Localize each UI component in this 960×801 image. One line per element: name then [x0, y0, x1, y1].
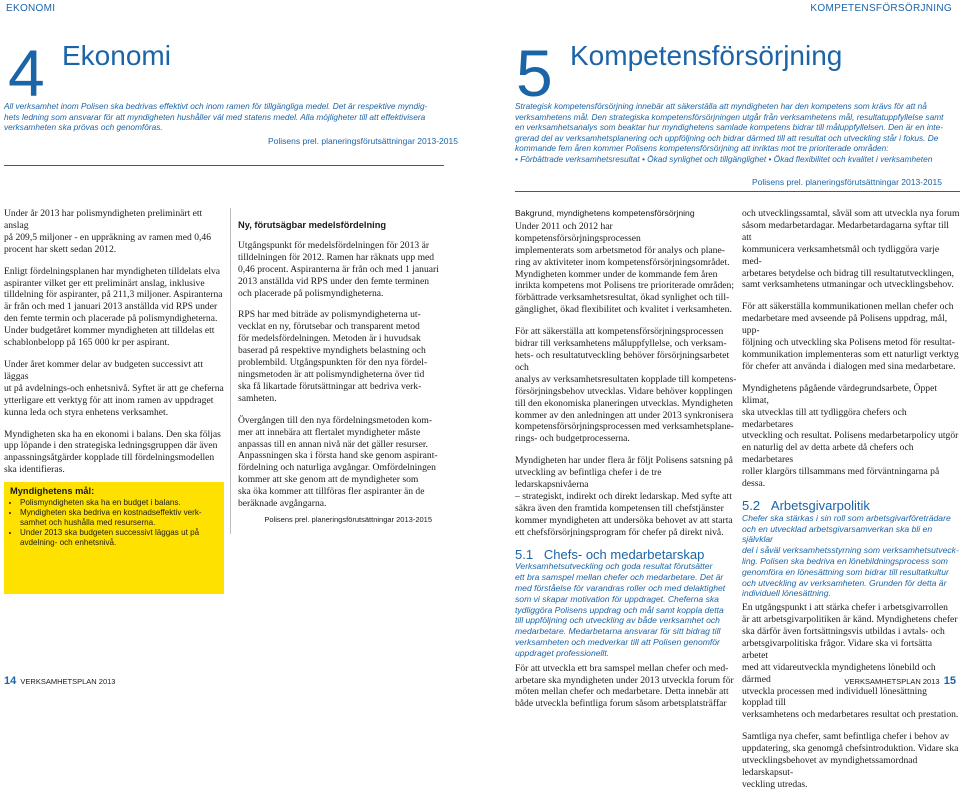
text-line: ska få likartade förutsättningar att bedriva verk- [238, 380, 422, 392]
text-line: 5.2 [742, 497, 761, 513]
text-line: analys av verksamhetsresultaten kopplade till kompetens- [515, 373, 737, 385]
text-line: är från och med 1 januari 2013 anställda vid RPS under [4, 301, 218, 313]
text-line: uppdraget professionellt. [515, 647, 610, 658]
text-line: kommer myndigheten att undersöka behovet av att starta [515, 514, 733, 526]
text-line: med förståelse för varandras roller och med delaktighet [515, 583, 726, 594]
text-line: utvecklingsbehovet av myndighetssamordnad ledarskapsut- [742, 755, 918, 778]
paragraph [4, 266, 224, 349]
section-5-2-heading [742, 497, 960, 513]
text-line: kommer att ske genom att de myndigheter som [238, 474, 419, 486]
text-line: Övergången till den nya fördelningsmetoden kom- [238, 414, 433, 426]
paragraph [515, 663, 737, 711]
paragraph [515, 455, 737, 538]
text-line: rings- och budgetprocesserna. [515, 433, 630, 445]
text-line: del i såväl verksamhetsstyrning som verksamhetsutveck- [742, 545, 959, 556]
text-line: möten mellan chefer och medarbetare. Detta innebär att [515, 686, 729, 698]
text-line: En utgångspunkt i att stärka chefer i arbetsgivarrollen [742, 602, 948, 614]
text-line: För att säkerställa kommunikationen mellan chefer och [742, 301, 954, 313]
text-line: för chefer att använda i dialogen med sina medarbetare. [742, 360, 956, 372]
footer-text-left: VERKSAMHETSPLAN 2013 [20, 677, 116, 686]
text-line: implementerats som arbetsmetod för analys och plane- [515, 244, 725, 256]
text-line: anpassningsåtgärder kopplade till fördelningsmodellen [4, 452, 215, 464]
divider-left [4, 165, 444, 166]
goal-item: • Myndigheten ska bedriva en kostnadseffektiv verk- samhet och hushålla med resurserna. [20, 508, 218, 528]
page-number-right: 15 [943, 675, 956, 687]
paragraph [4, 359, 224, 419]
goals-box [4, 482, 224, 594]
text-line: procent har skett sedan 2012. [4, 243, 117, 255]
column-3 [515, 208, 737, 720]
text-line: ytterligare ett verktyg för att inom ramen av uppdraget [4, 394, 214, 406]
text-line: individuell lönesättning. [742, 588, 831, 599]
text-line: ska därför även fortsättningsvis utbildas i avtals- och [742, 626, 945, 638]
intro-line: grerad del av verksamhetsplanering och uppföljning och bidrar därmed till att resultat och utveckling står i fokus. De [515, 132, 939, 143]
intro-line: verksamhetens mål. Den strategiska kompetensförsörjningen utgår från verksamhetens mål, resultatuppfyllelse samt [515, 111, 944, 122]
text-line: aspiranter vilket ger ett preliminärt anslag, inklusive [4, 277, 205, 289]
text-line: 0,46 procent. Aspiranterna är från och med 1 januari [238, 263, 439, 275]
text-line: Samtliga nya chefer, samt befintliga chefer i behov av [742, 731, 950, 743]
text-line: ut på avdelnings-och enhetsnivå. Syftet är att ge cheferna [4, 382, 224, 394]
text-line: utveckling av befintliga chefer i de tre ledarskapsnivåerna [515, 467, 662, 491]
running-header-right: KOMPETENSFÖRSÖRJNING [810, 3, 952, 14]
intro-line: Strategisk kompetensförsörjning innebär att säkerställa att myndigheten har den kompetens som krävs för att nå [515, 101, 927, 111]
text-line: ett chefsförsörjningsprogram för chefer på direkt nivå. [515, 526, 724, 538]
text-line: ling. Polisen ska bedriva en lönebildningsprocess som [742, 556, 948, 567]
chapter-title-left: Ekonomi [62, 40, 171, 71]
page-number-left: 14 [4, 675, 17, 687]
text-line: Anpassningen ska i första hand ske genom aspirant- [238, 450, 438, 462]
text-line: är att arbetsgivarpolitiken är känd. Myndighetens chefer [742, 614, 958, 626]
intro-line: en verksamhetsanalys som beaktar hur myndighetens samlade kompetens bidrar till måluppfyllelsen. Den är en inte- [515, 122, 943, 133]
text-line: en naturlig del av detta arbete då chefers och medarbetares [742, 442, 914, 466]
paragraph [515, 221, 737, 316]
text-line: till uppföljning och utveckling av både verksamhet och [515, 615, 720, 626]
text-line: kunna leda och styra enhetens verksamhet. [4, 406, 169, 418]
goals-title: Myndighetens mål: [10, 486, 95, 496]
text-line: till den ekonomiska planeringen utvecklas. Myndigheten [515, 397, 733, 409]
goal-item: • Under 2013 ska budgeten successivt läggas ut på avdelning- och enhetsnivå. [20, 528, 218, 548]
paragraph [4, 208, 224, 256]
section-5-1-heading [515, 546, 737, 562]
text-line: Enligt fördelningsplanen har myndigheten tilldelats elva [4, 265, 221, 277]
text-line: utveckling och resultat. Polisens medarbetarpolicy utgör [742, 430, 959, 442]
text-line: Myndigheten har under flera år följt Polisens satsning på [515, 455, 733, 467]
paragraph [742, 301, 960, 372]
text-line: medarbetare med avseende på Polisens uppdrag, mål, upp- [742, 313, 948, 337]
text-line: uppdatering, ska genomgå chefsintroduktion. Vidare ska [742, 743, 959, 755]
text-line: Under året kommer delar av budgeten successivt att läggas [4, 358, 203, 382]
text-line: Arbetsgivarpolitik [770, 497, 870, 513]
text-line: kompetensförsörjningsprocessen med verksamhetsplane- [515, 421, 734, 433]
text-line: ring av aktiviteter inom kompetensförsörjningsområdet. [515, 256, 730, 268]
text-line: roller klargörs tillsammans med förväntningarna på dessa. [742, 466, 940, 490]
text-line: ett bra samspel mellan chefer och medarbetare. Det är [515, 572, 724, 583]
column-2 [238, 220, 448, 526]
text-line: Chefs- och medarbetarskap [543, 546, 705, 562]
text-line: som vi skapar motivation för uppdraget. Cheferna ska [515, 593, 719, 604]
footer-text-right: VERKSAMHETSPLAN 2013 [844, 677, 940, 686]
column-2-title: Ny, förutsägbar medelsfördelning [238, 220, 387, 230]
text-line: fördelning och naturliga avgångar. Omfördelningen [238, 462, 436, 474]
paragraph [4, 429, 224, 477]
goal-item: • Polismyndigheten ska ha en budget i balans. [20, 498, 218, 508]
text-line: säkra även den framtida kompetensen till chefstjänster [515, 502, 724, 514]
paragraph [742, 731, 960, 791]
paragraph [515, 326, 737, 445]
text-line: på 209,5 miljoner - en uppräkning av ramen med 0,46 [4, 231, 212, 243]
text-line: 2013 anställda vid RPS under den femte terminen [238, 275, 430, 287]
chapter-title-right: Kompetensförsörjning [570, 40, 843, 71]
text-line: arbetsgivarpolitiska frågor. Vidare ska vi fortsätta arbetet [742, 637, 932, 661]
text-line: Utgångspunkt för medelsfördelningen för 2013 är [238, 239, 430, 251]
text-line: med att vidareutveckla myndighetens lönebild och därmed [742, 661, 936, 685]
text-line: och utveckling av verksamheten. Grunden för detta är [742, 577, 947, 588]
text-line: för medelsfördelningen. Metoden är i huvudsak [238, 333, 421, 345]
text-line: – strategiskt, indirekt och direkt ledarskap. Med syfte att [515, 490, 732, 502]
intro-left [4, 101, 444, 133]
text-line: ska identifieras. [4, 464, 65, 476]
text-line: veckling utredas. [742, 778, 808, 790]
intro-line: • Förbättrade verksamhetsresultat • Ökad synlighet och tillgänglighet • Ökad flexibilitet och kvalitet i verksamheten [515, 153, 933, 164]
text-line: medarbetare. Medarbetarna ansvarar för sitt bidrag till [515, 626, 721, 637]
goals-list [10, 498, 218, 548]
text-line: Myndigheten ska ha en ekonomi i balans. Den ska följas [4, 428, 221, 440]
column-2-border [230, 208, 231, 534]
paragraph [238, 309, 448, 404]
text-line: Verksamhetsutveckling och goda resultat förutsätter [515, 561, 713, 572]
text-line: RPS har med biträde av polismyndigheterna ut- [238, 309, 421, 321]
text-line: ningsmetoden är att polismyndigheterna över tid [238, 368, 425, 380]
text-line: gänglighet, ökad flexibilitet och kvalitet i verksamheten. [515, 304, 732, 316]
text-line: bidrar till verksamhetens måluppfyllelse, och verksam- [515, 338, 727, 350]
footer-left [4, 675, 115, 687]
text-line: den femte termin och placerade på polismyndigheterna. [4, 313, 218, 325]
divider-right [515, 191, 960, 192]
text-line: och utvecklingssamtal, såväl som att utveckla nya forum [742, 208, 960, 219]
text-line: tilldelningen för 2012. Ramen har räknats upp med [238, 251, 435, 263]
text-line: baserad på respektive myndighets belastning och [238, 345, 426, 357]
column-4 [742, 208, 960, 801]
text-line: försörjningsbehov utvecklas. Vidare behöver kopplingen [515, 385, 733, 397]
intro-source-right: Polisens prel. planeringsförutsättningar 2013-2015 [752, 177, 942, 187]
text-line: beräknade avgångarna. [238, 498, 327, 510]
text-line: utveckla processen med individuell lönesättning kopplad till [742, 685, 927, 709]
text-line: följning och utveckling ska Polisens metod för resultat- [742, 337, 955, 349]
text-line: Myndighetens pågående värdegrundsarbete, Öppet klimat, [742, 382, 938, 406]
text-line: anpassas till en annan nivå när det gäller resurser. [238, 438, 428, 450]
text-line: kommunikation implementeras som ett naturligt verktyg [742, 348, 959, 360]
text-line: För att säkerställa att kompetensförsörjningsprocessen [515, 326, 724, 338]
text-line: och en utvecklad arbetsgivarsamverkan ska bli en självklar [742, 523, 933, 545]
column-1 [4, 208, 224, 486]
text-line: förbättrade verksamhetsresultat, ökad synlighet och till- [515, 292, 730, 304]
chapter-number-left: 4 [8, 36, 45, 110]
text-line: ska öka kommer att tillföras fler aspiranter än de [238, 486, 425, 498]
text-line: Under år 2013 har polismyndigheten preliminärt ett anslag [4, 208, 203, 231]
chapter-number-right: 5 [516, 36, 553, 110]
text-line: kommer av den anledningen att under 2013 synkronisera [515, 409, 734, 421]
paragraph [238, 415, 448, 510]
text-line: upp löpande i den strategiska ledningsgruppen där även [4, 440, 218, 452]
column-2-source: Polisens prel. planeringsförutsättningar 2013-2015 [264, 514, 432, 524]
intro-line: All verksamhet inom Polisen ska bedrivas effektivt och inom ramen för tillgängliga medel. Det är respektive myndig- [4, 101, 428, 111]
text-line: verksamhetens och medarbetares resultat och prestation. [742, 709, 959, 721]
text-line: tydliggöra Polisens uppdrag och mål samt koppla detta [515, 604, 724, 615]
text-line: Under budgetåret kommer myndigheten att tilldelas ett [4, 325, 215, 337]
text-line: Under 2011 och 2012 har kompetensförsörjningsprocessen [515, 220, 641, 244]
text-line: hets- och resultatutveckling behöver försörjningsarbetet och [515, 349, 730, 373]
text-line: ska utvecklas till att tydliggöra chefers och medarbetares [742, 406, 907, 430]
intro-source-left: Polisens prel. planeringsförutsättningar 2013-2015 [268, 136, 458, 146]
intro-line: kommande fem åren kommer Polisens kompetensförsörjning att inriktas mot tre prioriterade områden: [515, 143, 889, 154]
text-line: verksamheten och medverkar till att Polisen genomför [515, 637, 720, 648]
text-line: samheten. [238, 392, 277, 404]
text-line: inrikta kompetens mot Polisens tre prioriterade områden; [515, 280, 735, 292]
text-line: Chefer ska stärkas i sin roll som arbetsgivarföreträdare [742, 512, 951, 523]
text-line: Myndigheten kommer under de kommande fem åren [515, 268, 718, 280]
text-line: både utveckla befintliga forum såsom arbetsplatsträffar [515, 698, 727, 710]
text-line: genomföra en lönesättning som bidrar till resultatkultur [742, 566, 949, 577]
paragraph [238, 240, 448, 300]
section-5-1-lead [515, 561, 737, 658]
footer-right [845, 675, 956, 687]
text-line: mer att innebära att flertalet myndigheter måste [238, 426, 421, 438]
text-line: samt verksamhetens utmaningar och utvecklingsbehov. [742, 279, 954, 291]
running-header-left: EKONOMI [6, 3, 56, 14]
intro-line: verksamheten ska prövas och genomföras. [4, 122, 163, 133]
text-line: såsom medarbetardagar. Medarbetardagarna syftar till att [742, 219, 949, 243]
text-line: tilldelning för aspiranter, på 211,3 miljoner. Aspiranterna [4, 289, 223, 301]
section-5-2-lead [742, 513, 960, 599]
paragraph [742, 602, 960, 721]
column-3-heading: Bakgrund, myndighetens kompetensförsörjning [515, 208, 695, 218]
text-line: och placerade på polismyndigheterna. [238, 287, 384, 299]
intro-right [515, 101, 960, 165]
paragraph [742, 383, 960, 490]
paragraph [742, 208, 960, 291]
text-line: vecklat en ny, förutsebar och transparent metod [238, 321, 420, 333]
text-line: arbetare ska myndigheten under 2013 utveckla forum för [515, 674, 734, 686]
text-line: 5.1 [515, 546, 534, 562]
intro-line: hets ledning som ansvarar för att myndigheten hushåller väl med statens medel. Alla möjligheter till att effektivisera [4, 111, 426, 122]
text-line: schablonbelopp på 165 000 kr per aspirant. [4, 337, 170, 349]
text-line: arbetares betydelse och bidrag till resultatutvecklingen, [742, 267, 955, 279]
text-line: För att utveckla ett bra samspel mellan chefer och med- [515, 662, 729, 674]
text-line: problembild. Utgångspunkten för den nya fördel- [238, 357, 428, 369]
text-line: kommunicera verksamhetsmål och tydliggöra varje med- [742, 243, 940, 267]
